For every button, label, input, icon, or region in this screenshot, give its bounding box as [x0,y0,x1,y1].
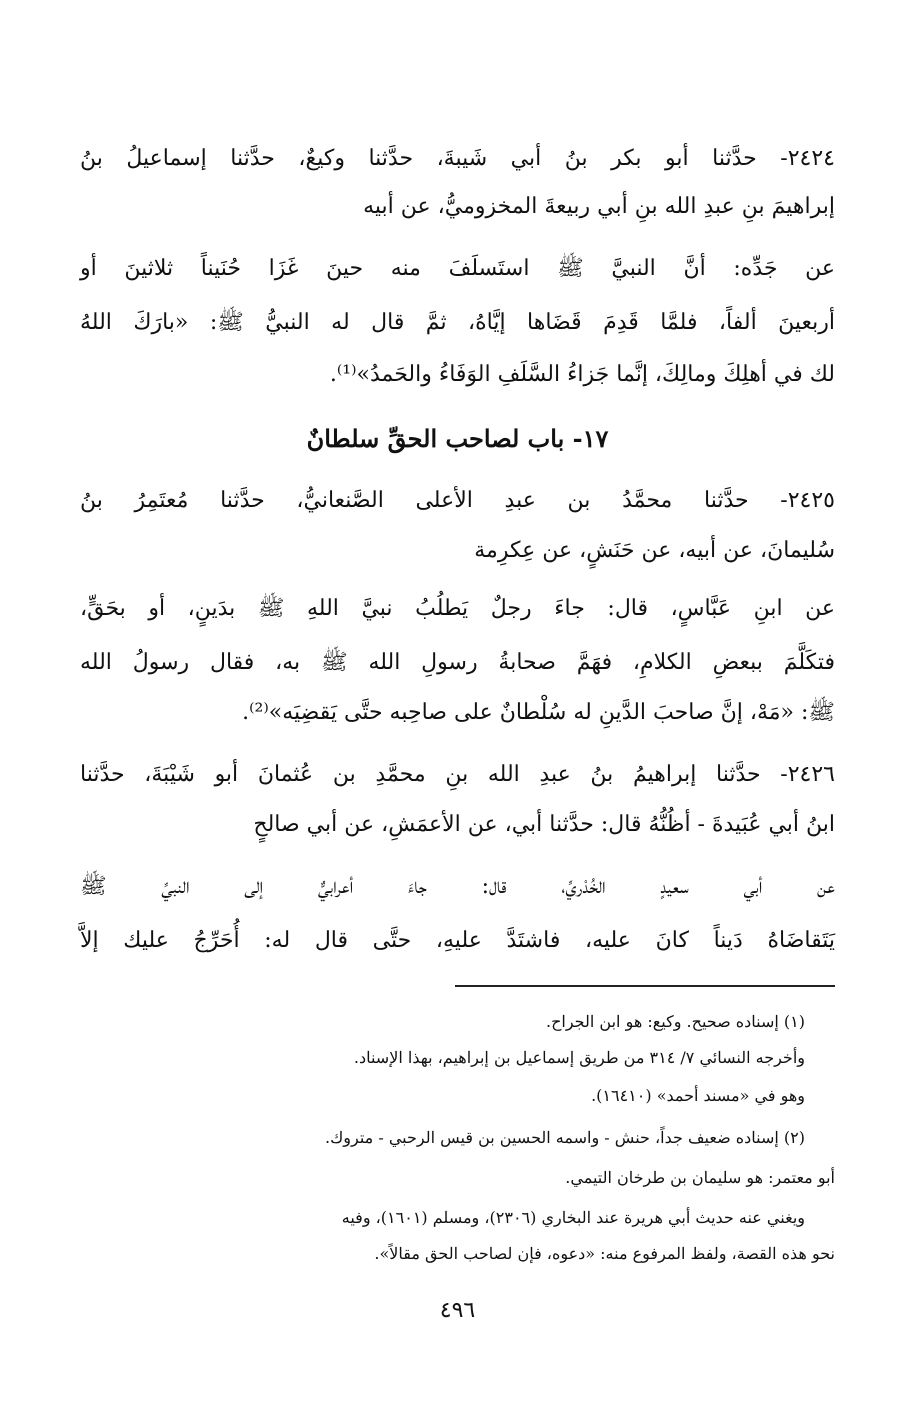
footnote-separator [455,985,835,987]
footnote-1-line-2: وأخرجه النسائي ٧/ ٣١٤ من طريق إسماعيل بن إبراهيم، بهذا الإسناد. [353,1048,805,1067]
footnote-2-line-3: ويغني عنه حديث أبي هريرة عند البخاري (٢٣٠٦)، ومسلم (١٦٠١)، وفيه [341,1208,805,1227]
hadith-2426-line-2: ابنُ أبي عُبَيدةَ - أظُنُّهُ قال: حدَّثنا أبي، عن الأعمَشِ، عن أبي صالحٍ [253,812,835,837]
hadith-2424-line-2: إبراهيمَ بنِ عبدِ الله بنِ أبي ربيعةَ المخزوميُّ، عن أبيه [363,194,835,219]
hadith-2425-line-5: ﷺ: «مَهْ، إنَّ صاحبَ الدَّينِ له سُلْطانٌ على صاحِبه حتَّى يَقضِيَه»⁽²⁾. [242,700,835,725]
hadith-2424-line-3: عن جَدِّه: أنَّ النبيَّ ﷺ استَسلَفَ منه حينَ غَزَا حُنَيناً ثلاثينَ أو [80,256,835,281]
footnote-2-line-4: نحو هذه القصة، ولفظ المرفوع منه: «دعوه، فإن لصاحب الحق مقالاً». [374,1244,835,1263]
hadith-2426-line-1: ٢٤٢٦- حدَّثنا إبراهيمُ بنُ عبدِ الله بنِ محمَّدِ بن عُثمانَ أبو شَيْبَةَ، حدَّثنا [80,762,835,787]
hadith-2424-line-5: لك في أهلِكَ ومالِكَ، إنَّما جَزاءُ السَّلَفِ الوَفَاءُ والحَمدُ»⁽¹⁾. [329,362,835,387]
hadith-2425-line-2: سُليمانَ، عن أبيه، عن حَنَشٍ، عن عِكرِمة [474,538,835,563]
footnote-2-line-2: أبو معتمر: هو سليمان بن طرخان التيمي. [565,1168,835,1187]
page-number: ٤٩٦ [439,1298,476,1323]
footnote-1-line-3: وهو في «مسند أحمد» (١٦٤١٠). [591,1086,805,1105]
chapter-heading: ١٧- باب لصاحب الحقِّ سلطانٌ [306,424,609,453]
hadith-2424-line-4: أربعينَ ألفاً، فلمَّا قَدِمَ قَضَاها إيَّاهُ، ثمَّ قال له النبيُّ ﷺ: «بارَكَ اللهُ [80,310,835,335]
footnote-1-line-1: (١) إسناده صحيح. وكيع: هو ابن الجراح. [545,1012,805,1031]
hadith-2424-line-1: ٢٤٢٤- حدَّثنا أبو بكر بنُ أبي شَيبةَ، حدَّثنا وكيعٌ، حدَّثنا إسماعيلُ بنُ [80,146,835,171]
footnote-2-line-1: (٢) إسناده ضعيف جداً، حنش - واسمه الحسين بن قيس الرحبي - متروك. [325,1128,805,1147]
hadith-2425-line-3: عن ابنِ عَبَّاسٍ، قال: جاءَ رجلٌ يَطلُبُ نبيَّ اللهِ ﷺ بدَينٍ، أو بحَقٍّ، [80,596,835,621]
hadith-2426-line-3: عن أبي سعيدٍ الخُدْريِّ، قال: جاءَ أعرابيٌّ إلى النبيِّ ﷺ [80,874,835,899]
hadith-2425-line-1: ٢٤٢٥- حدَّثنا محمَّدُ بن عبدِ الأعلى الصَّنعانيُّ، حدَّثنا مُعتَمِرُ بنُ [80,488,835,513]
hadith-2425-line-4: فتكَلَّمَ ببعضِ الكلامِ، فهَمَّ صحابةُ رسولِ الله ﷺ به، فقال رسولُ الله [80,650,835,675]
hadith-2426-line-4: يَتَقاضَاهُ دَيناً كانَ عليه، فاشتَدَّ عليهِ، حتَّى قال له: أُحَرِّجُ عليك إلاَّ [80,928,835,953]
